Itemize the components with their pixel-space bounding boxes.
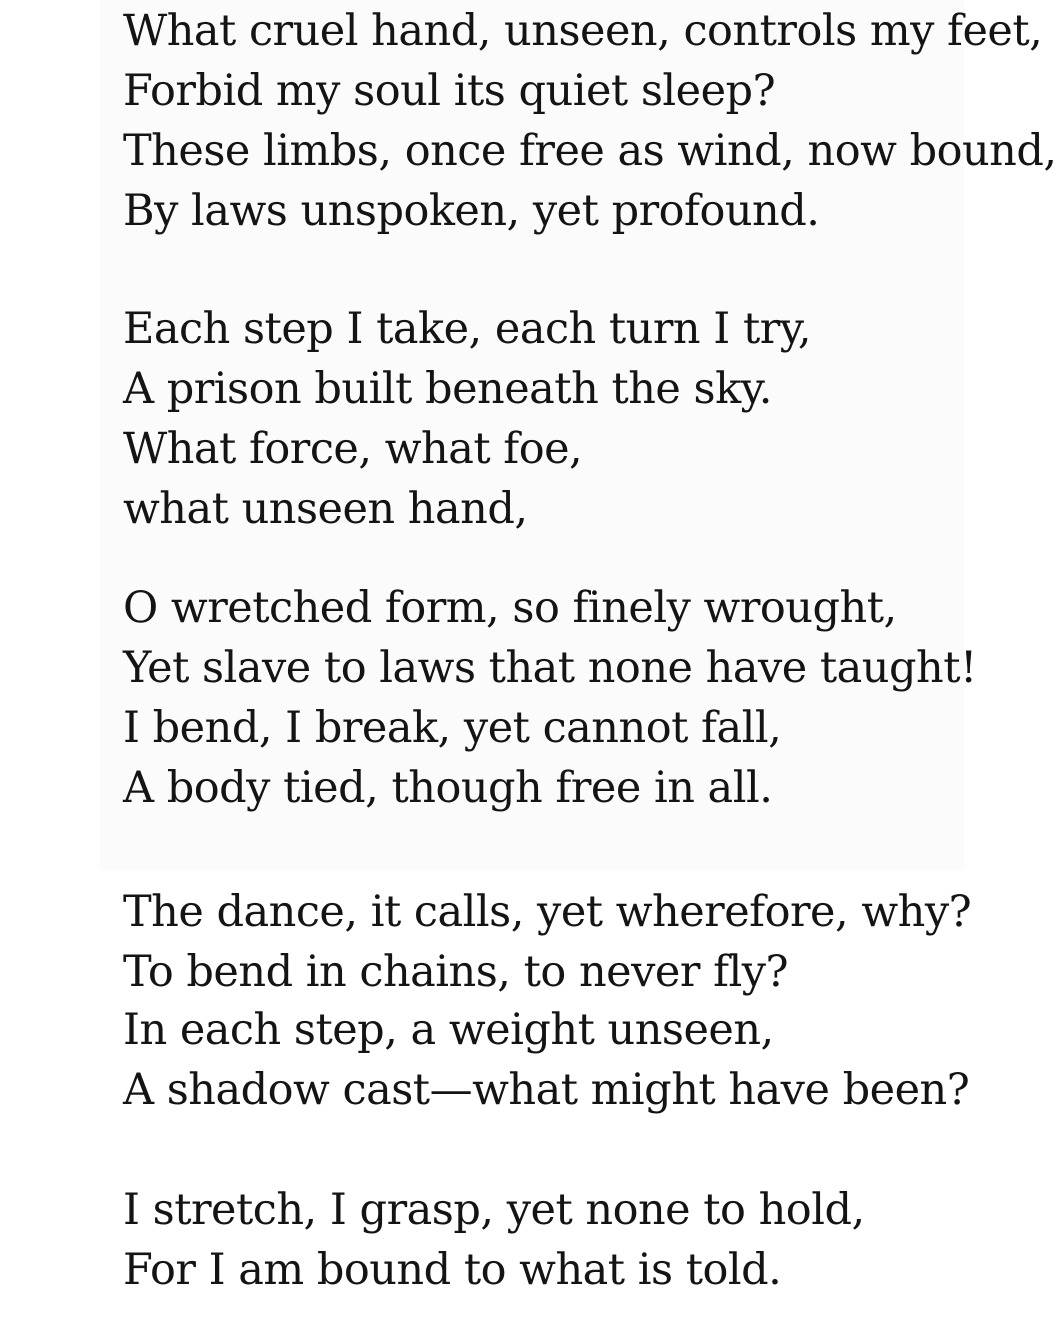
poem-line: These limbs, once free as wind, now bound, [123, 126, 1057, 176]
poem-line: In each step, a weight unseen, [123, 1005, 774, 1055]
poem-line: what unseen hand, [123, 484, 528, 534]
poem-line: A body tied, though free in all. [123, 763, 773, 813]
poem-line: Each step I take, each turn I try, [123, 304, 812, 354]
poem-line: The dance, it calls, yet wherefore, why? [123, 887, 972, 937]
poem-line: Yet slave to laws that none have taught! [123, 643, 977, 693]
poem-line: A shadow cast—what might have been? [123, 1065, 970, 1115]
poem-line: I bend, I break, yet cannot fall, [123, 703, 782, 753]
poem-line: A prison built beneath the sky. [123, 364, 772, 414]
poem-line: For I am bound to what is told. [123, 1245, 782, 1295]
poem-line: By laws unspoken, yet profound. [123, 186, 820, 236]
poem-line: I stretch, I grasp, yet none to hold, [123, 1185, 865, 1235]
poem-line: To bend in chains, to never fly? [123, 947, 789, 997]
poem-line: What force, what foe, [123, 424, 583, 474]
poem-line: O wretched form, so finely wrought, [123, 583, 897, 633]
poem-line: Forbid my soul its quiet sleep? [123, 66, 776, 116]
poem-line: What cruel hand, unseen, controls my feet, [123, 6, 1043, 56]
